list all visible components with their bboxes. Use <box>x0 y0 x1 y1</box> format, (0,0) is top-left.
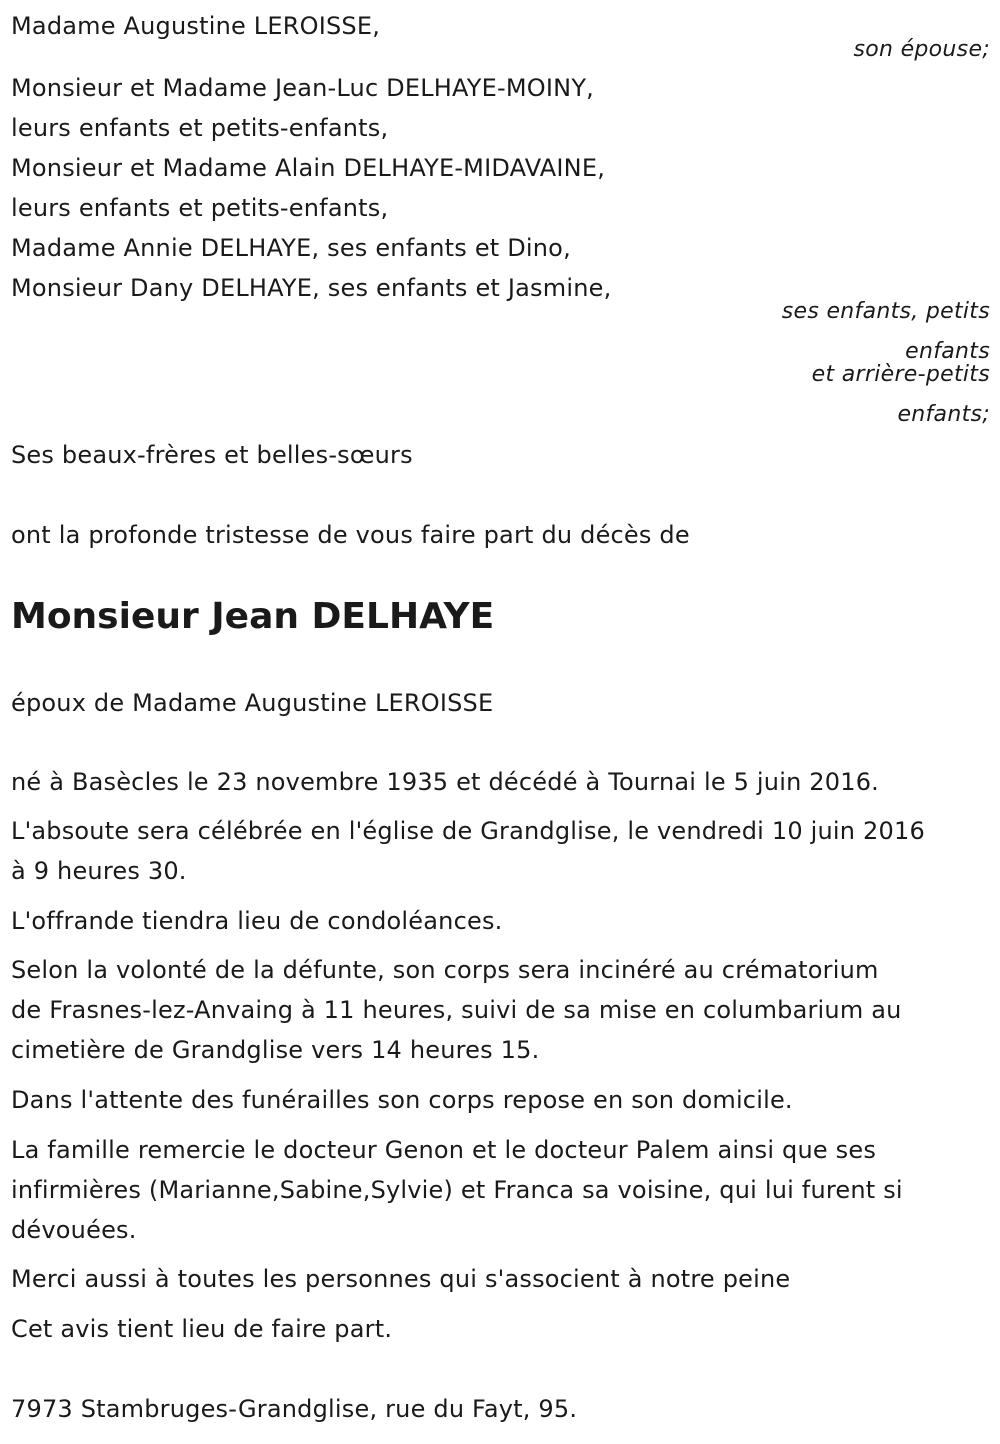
family-line-1: Monsieur et Madame Jean-Luc DELHAYE-MOINY, <box>11 74 595 102</box>
children-role-3: et arrière-petits <box>811 362 990 387</box>
children-role-4: enfants; <box>897 402 990 427</box>
merci-line: Merci aussi à toutes les personnes qui s'associent à notre peine <box>11 1265 791 1293</box>
avis-line: Cet avis tient lieu de faire part. <box>11 1315 393 1343</box>
spouse-line: Madame Augustine LEROISSE, <box>11 12 381 40</box>
absoute-line-1: L'absoute sera célébrée en l'église de Grandglise, le vendredi 10 juin 2016 <box>11 817 925 845</box>
spouse-role: son épouse; <box>853 37 990 62</box>
offrande-line: L'offrande tiendra lieu de condoléances. <box>11 907 503 935</box>
announcement-line: ont la profonde tristesse de vous faire part du décès de <box>11 521 690 549</box>
birth-death-line: né à Basècles le 23 novembre 1935 et décédé à Tournai le 5 juin 2016. <box>11 768 880 796</box>
family-line-4: leurs enfants et petits-enfants, <box>11 194 389 222</box>
absoute-line-2: à 9 heures 30. <box>11 857 187 885</box>
family-line-2: leurs enfants et petits-enfants, <box>11 114 389 142</box>
volonte-line-2: de Frasnes-lez-Anvaing à 11 heures, suivi de sa mise en columbarium au <box>11 996 902 1024</box>
family-line-3: Monsieur et Madame Alain DELHAYE-MIDAVAINE, <box>11 154 606 182</box>
children-role-1: ses enfants, petits <box>781 299 990 324</box>
remerciements-line-3: dévouées. <box>11 1216 137 1244</box>
family-line-6: Monsieur Dany DELHAYE, ses enfants et Jasmine, <box>11 274 612 302</box>
children-role-2: enfants <box>905 339 990 364</box>
address-line: 7973 Stambruges-Grandglise, rue du Fayt, 95. <box>11 1395 578 1423</box>
remerciements-line-2: infirmières (Marianne,Sabine,Sylvie) et Franca sa voisine, qui lui furent si <box>11 1176 903 1204</box>
spouse-of-line: époux de Madame Augustine LEROISSE <box>11 689 494 717</box>
volonte-line-3: cimetière de Grandglise vers 14 heures 15. <box>11 1036 540 1064</box>
in-laws-line: Ses beaux-frères et belles-sœurs <box>11 441 413 469</box>
attente-line: Dans l'attente des funérailles son corps repose en son domicile. <box>11 1086 793 1114</box>
volonte-line-1: Selon la volonté de la défunte, son corps sera incinéré au crématorium <box>11 956 879 984</box>
remerciements-line-1: La famille remercie le docteur Genon et le docteur Palem ainsi que ses <box>11 1136 877 1164</box>
deceased-name: Monsieur Jean DELHAYE <box>11 596 495 637</box>
family-line-5: Madame Annie DELHAYE, ses enfants et Dino, <box>11 234 571 262</box>
